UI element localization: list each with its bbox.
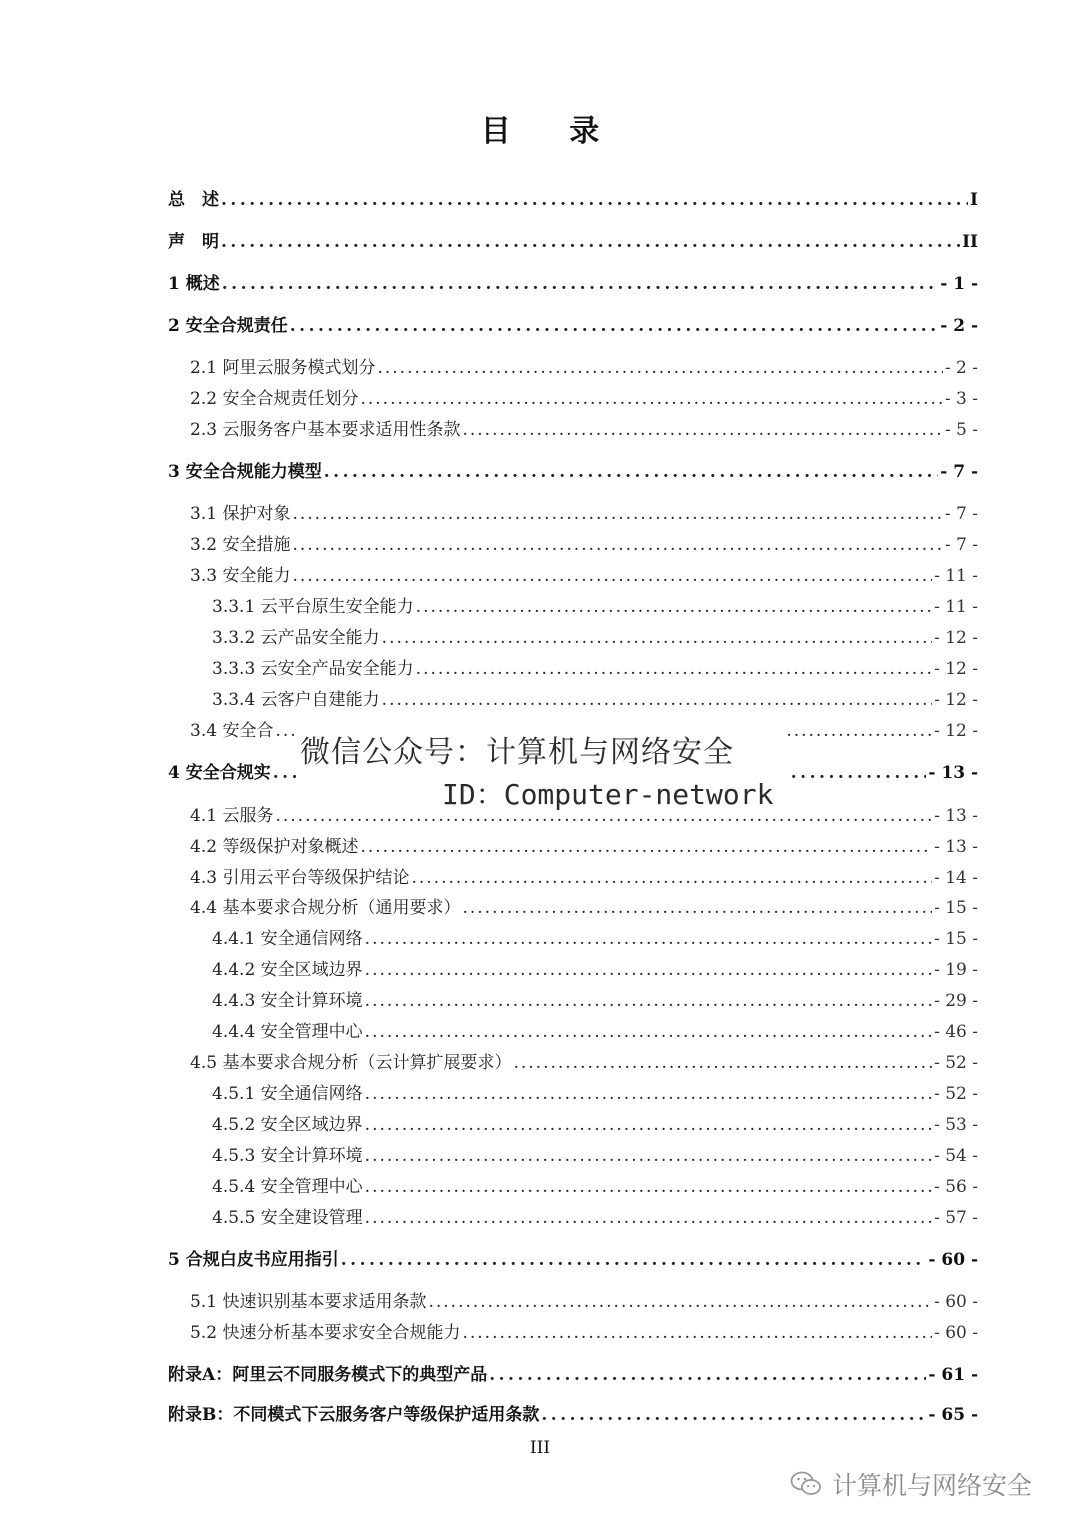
toc-entry-page: - 13 - xyxy=(934,806,978,826)
dot-leader xyxy=(365,1084,932,1104)
toc-entry-page: - 15 - xyxy=(934,929,978,949)
dot-leader xyxy=(365,1208,932,1228)
toc-entry-page: - 65 - xyxy=(928,1405,978,1425)
dot-leader xyxy=(365,1146,932,1166)
watermark-line-1: 微信公众号：计算机与网络安全 xyxy=(300,735,734,770)
toc-entry-page: - 60 - xyxy=(934,1323,978,1343)
dot-leader xyxy=(360,389,942,409)
toc-entry-label: 3.3.3 云安全产品安全能力 xyxy=(212,659,414,679)
toc-entry-page: I xyxy=(970,190,978,210)
toc-entry-3-3-1[interactable] xyxy=(168,589,978,617)
dot-leader xyxy=(365,991,932,1011)
toc-entry-label: 5 合规白皮书应用指引 xyxy=(168,1250,339,1270)
dot-leader xyxy=(292,566,932,586)
dot-leader xyxy=(365,1115,932,1135)
dot-leader xyxy=(416,659,932,679)
toc-entry-label: 4.4.1 安全通信网络 xyxy=(212,929,363,949)
toc-entry-4-4-3[interactable] xyxy=(168,983,978,1011)
dot-leader xyxy=(290,316,938,336)
toc-entry-4-5-3[interactable] xyxy=(168,1138,978,1166)
toc-entry-2-3[interactable] xyxy=(168,412,978,440)
toc-entry-label: 4.5 基本要求合规分析（云计算扩展要求） xyxy=(190,1053,512,1073)
toc-entry-label: 4.1 云服务 xyxy=(190,806,274,826)
watermark-line-2: ID：Computer-network xyxy=(442,778,774,811)
toc-entry-5[interactable] xyxy=(168,1242,978,1270)
toc-entry-4-5-4[interactable] xyxy=(168,1169,978,1197)
toc-entry-label: 4.4.2 安全区域边界 xyxy=(212,960,363,980)
dot-leader xyxy=(382,690,932,710)
toc-entry-4-5-1[interactable] xyxy=(168,1076,978,1104)
toc-entry-5-2[interactable] xyxy=(168,1315,978,1343)
toc-entry-page: - 11 - xyxy=(934,566,978,586)
toc-entry-4-3[interactable] xyxy=(168,860,978,888)
wechat-icon xyxy=(790,1470,822,1498)
toc-entry-label: 2.2 安全合规责任划分 xyxy=(190,389,359,409)
dot-leader xyxy=(221,232,960,252)
dot-leader xyxy=(222,274,938,294)
toc-entry-label: 附录B：不同模式下云服务客户等级保护适用条款 xyxy=(168,1405,540,1425)
toc-entry-3-2[interactable] xyxy=(168,527,978,555)
toc-entry-page: - 12 - xyxy=(934,690,978,710)
toc-entry-page: - 2 - xyxy=(940,316,978,336)
dot-leader xyxy=(292,535,942,555)
toc-entry-label: 4.5.1 安全通信网络 xyxy=(212,1084,363,1104)
toc-entry-page: - 7 - xyxy=(944,504,978,524)
toc-entry-page: - 60 - xyxy=(934,1292,978,1312)
toc-entry-label: 3.3.4 云客户自建能力 xyxy=(212,690,380,710)
toc-entry-label: 3.4 安全合 xyxy=(190,721,274,741)
toc-entry-label: 4.4.3 安全计算环境 xyxy=(212,991,363,1011)
toc-entry-label: 2 安全合规责任 xyxy=(168,316,288,336)
toc-entry-3-1[interactable] xyxy=(168,496,978,524)
toc-entry-page: - 5 - xyxy=(944,420,978,440)
toc-entry-appendix-a[interactable] xyxy=(168,1357,978,1385)
dot-leader xyxy=(324,462,938,482)
toc-entry-page: - 12 - xyxy=(934,628,978,648)
dot-leader xyxy=(377,358,942,378)
toc-entry-4-4-2[interactable] xyxy=(168,952,978,980)
dot-leader xyxy=(411,868,932,888)
toc-entry-page: - 15 - xyxy=(934,898,978,918)
toc-entry-statement[interactable] xyxy=(168,224,978,252)
toc-entry-4-2[interactable] xyxy=(168,829,978,857)
dot-leader xyxy=(365,1022,932,1042)
toc-entry-3-3-2[interactable] xyxy=(168,620,978,648)
dot-leader xyxy=(513,1053,932,1073)
toc-entry-label: 4 安全合规实 xyxy=(168,763,271,783)
toc-entry-label: 2.3 云服务客户基本要求适用性条款 xyxy=(190,420,461,440)
toc-entry-label: 3.3 安全能力 xyxy=(190,566,291,586)
toc-entry-2[interactable] xyxy=(168,308,978,336)
toc-entry-page: - 61 - xyxy=(928,1365,978,1385)
toc-title: 目 录 xyxy=(480,114,624,149)
brand-text: 计算机与网络安全 xyxy=(832,1471,1033,1500)
toc-entry-label: 2.1 阿里云服务模式划分 xyxy=(190,358,376,378)
toc-entry-3[interactable] xyxy=(168,454,978,482)
toc-entry-page: II xyxy=(962,232,978,252)
toc-entry-page: - 52 - xyxy=(934,1084,978,1104)
toc-entry-4-4-4[interactable] xyxy=(168,1014,978,1042)
toc-entry-label: 4.5.2 安全区域边界 xyxy=(212,1115,363,1135)
toc-entry-label: 4.5.4 安全管理中心 xyxy=(212,1177,363,1197)
toc-entry-label: 4.4.4 安全管理中心 xyxy=(212,1022,363,1042)
toc-entry-page: - 19 - xyxy=(934,960,978,980)
watermark-overlay xyxy=(296,723,786,813)
toc-entry-label: 4.2 等级保护对象概述 xyxy=(190,837,359,857)
toc-entry-label: 3.3.2 云产品安全能力 xyxy=(212,628,380,648)
toc-entry-4-5-2[interactable] xyxy=(168,1107,978,1135)
toc-entry-page: - 56 - xyxy=(934,1177,978,1197)
toc-entry-label: 4.5.5 安全建设管理 xyxy=(212,1208,363,1228)
toc-entry-page: - 46 - xyxy=(934,1022,978,1042)
toc-entry-page: - 57 - xyxy=(934,1208,978,1228)
toc-entry-page: - 2 - xyxy=(944,358,978,378)
toc-entry-label: 声 明 xyxy=(168,232,219,252)
toc-entry-label: 3.3.1 云平台原生安全能力 xyxy=(212,597,414,617)
toc-entry-page: - 1 - xyxy=(940,274,978,294)
toc-entry-page: - 60 - xyxy=(928,1250,978,1270)
toc-entry-3-3-4[interactable] xyxy=(168,682,978,710)
toc-entry-label: 4.4 基本要求合规分析（通用要求） xyxy=(190,898,461,918)
dot-leader xyxy=(462,898,932,918)
toc-entry-page: - 3 - xyxy=(944,389,978,409)
brand-watermark xyxy=(790,1466,1032,1502)
dot-leader xyxy=(365,960,932,980)
dot-leader xyxy=(462,1323,932,1343)
dot-leader xyxy=(365,1177,932,1197)
toc-entry-4-4-1[interactable] xyxy=(168,921,978,949)
toc-entry-page: - 12 - xyxy=(934,721,978,741)
dot-leader xyxy=(428,1292,932,1312)
toc-entry-page: - 14 - xyxy=(934,868,978,888)
toc-entry-2-2[interactable] xyxy=(168,381,978,409)
toc-entry-label: 3 安全合规能力模型 xyxy=(168,462,322,482)
toc-entry-4-4[interactable] xyxy=(168,890,978,918)
dot-leader xyxy=(489,1365,926,1385)
toc-entry-label: 5.1 快速识别基本要求适用条款 xyxy=(190,1292,427,1312)
dot-leader xyxy=(360,837,932,857)
dot-leader xyxy=(416,597,932,617)
dot-leader xyxy=(382,628,932,648)
toc-entry-3-3-3[interactable] xyxy=(168,651,978,679)
toc-entry-3-3[interactable] xyxy=(168,558,978,586)
toc-entry-page: - 29 - xyxy=(934,991,978,1011)
toc-entry-5-1[interactable] xyxy=(168,1284,978,1312)
dot-leader xyxy=(292,504,942,524)
toc-entry-page: - 13 - xyxy=(934,837,978,857)
toc-entry-1[interactable] xyxy=(168,266,978,294)
dot-leader xyxy=(341,1250,927,1270)
toc-entry-2-1[interactable] xyxy=(168,350,978,378)
toc-entry-label: 附录A：阿里云不同服务模式下的典型产品 xyxy=(168,1365,488,1385)
dot-leader xyxy=(541,1405,926,1425)
toc-entry-page: - 54 - xyxy=(934,1146,978,1166)
toc-entry-label: 1 概述 xyxy=(168,274,220,294)
toc-entry-label: 4.3 引用云平台等级保护结论 xyxy=(190,868,410,888)
toc-entry-page: - 7 - xyxy=(944,535,978,555)
dot-leader xyxy=(365,929,932,949)
toc-entry-label: 3.1 保护对象 xyxy=(190,504,291,524)
toc-entry-label: 总 述 xyxy=(168,190,219,210)
toc-entry-label: 3.2 安全措施 xyxy=(190,535,291,555)
toc-entry-page: - 52 - xyxy=(934,1053,978,1073)
toc-entry-label: 5.2 快速分析基本要求安全合规能力 xyxy=(190,1323,461,1343)
toc-entry-page: - 53 - xyxy=(934,1115,978,1135)
toc-entry-overview[interactable] xyxy=(168,182,978,210)
toc-entry-page: - 11 - xyxy=(934,597,978,617)
toc-entry-page: - 13 - xyxy=(928,763,978,783)
dot-leader xyxy=(462,420,942,440)
page-number: III xyxy=(529,1438,551,1458)
toc-entry-4-5-5[interactable] xyxy=(168,1200,978,1228)
toc-entry-appendix-b[interactable] xyxy=(168,1397,978,1425)
toc-entry-4-5[interactable] xyxy=(168,1045,978,1073)
toc-entry-label: 4.5.3 安全计算环境 xyxy=(212,1146,363,1166)
toc-entry-page: - 12 - xyxy=(934,659,978,679)
toc-entry-page: - 7 - xyxy=(940,462,978,482)
dot-leader xyxy=(221,190,968,210)
